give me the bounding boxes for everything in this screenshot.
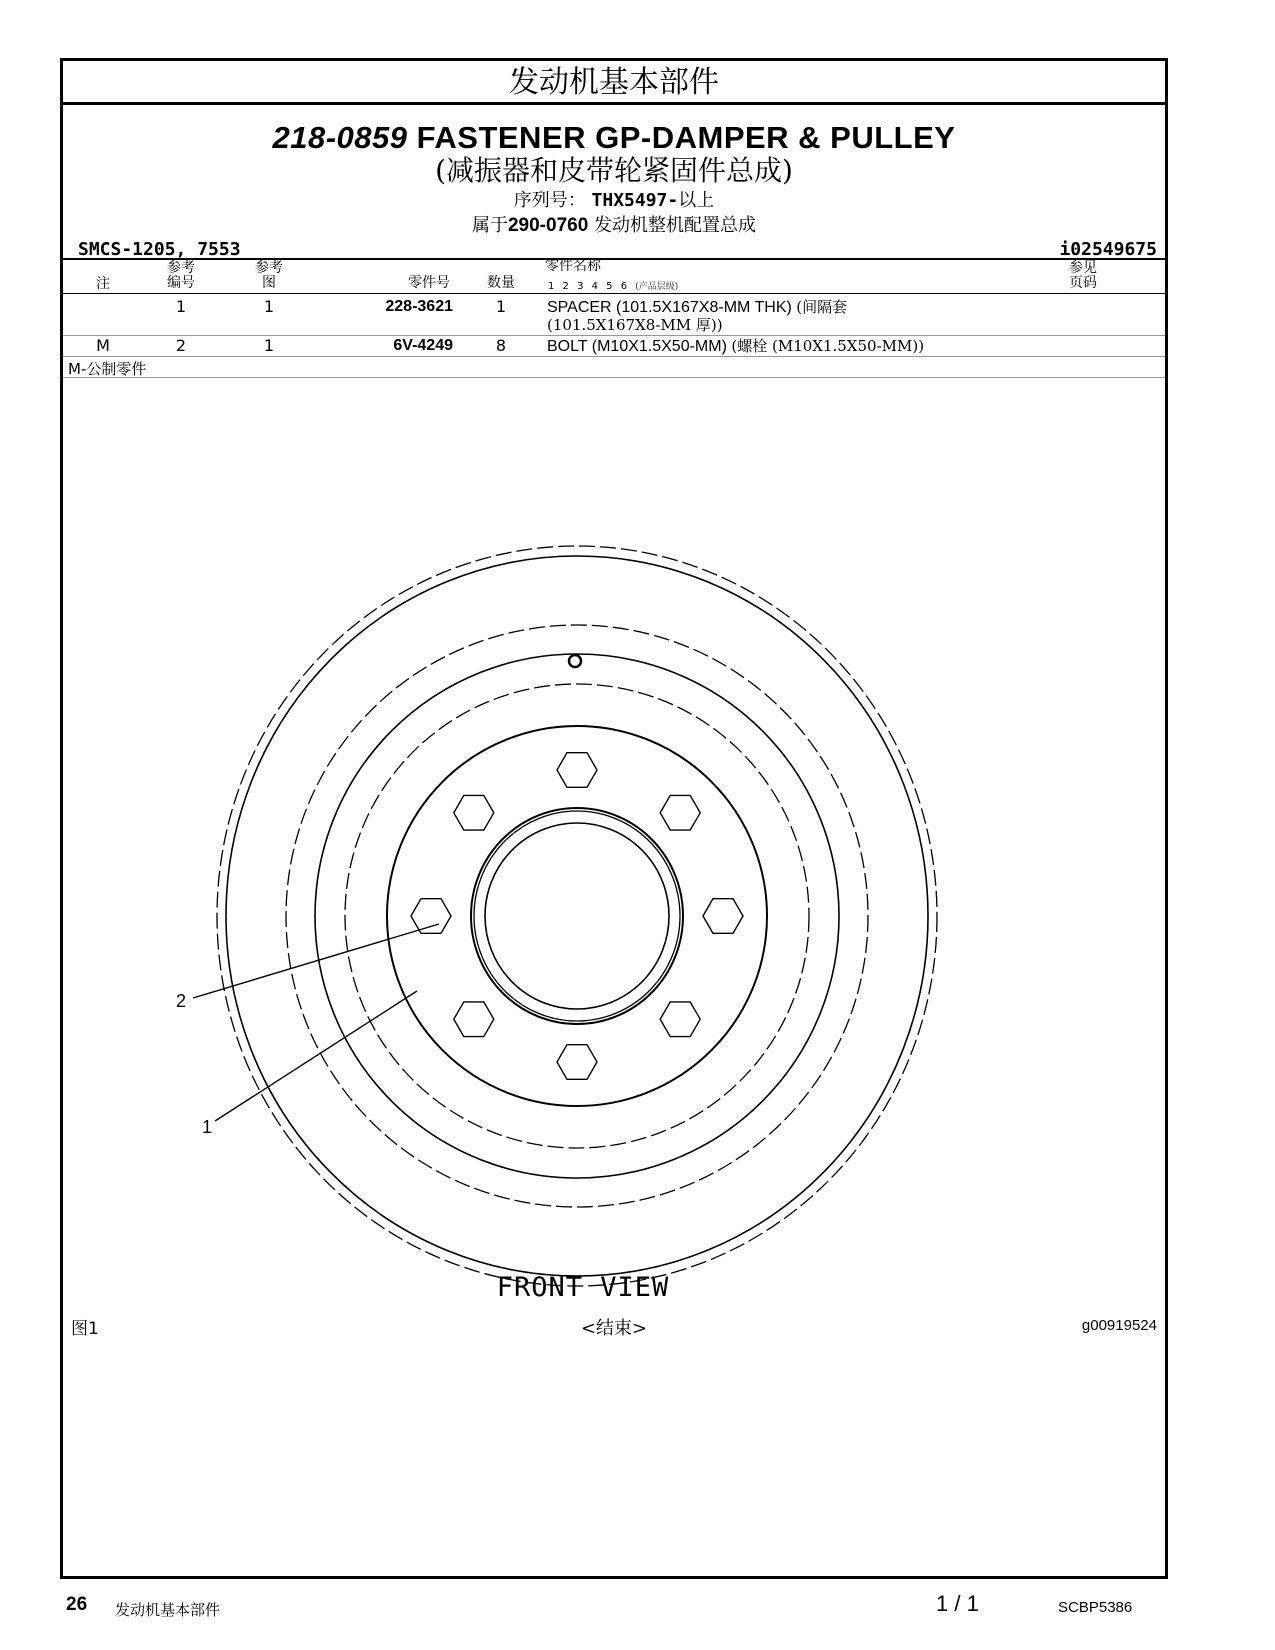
header-levels-numbers: 1 2 3 4 5 6	[548, 281, 628, 292]
page-of: 1 / 1	[936, 1591, 979, 1616]
row-2-qty: 8	[495, 336, 507, 355]
header-qty: 数量	[487, 275, 515, 291]
header-name: 零件名称	[545, 258, 601, 274]
header-ref-fig-1: 参考	[255, 260, 283, 276]
belongs-name: 发动机整机配置总成	[594, 215, 757, 236]
bolt-hexagons	[411, 753, 743, 1080]
row-1-qty: 1	[495, 297, 507, 316]
row-1-desc-en: SPACER (101.5X167X8-MM THK)	[547, 299, 797, 316]
part-number: 218-0859	[272, 120, 408, 155]
row-1-desc-cn-line2: (101.5X167X8-MM 厚))	[547, 316, 723, 334]
outer-solid-ring	[226, 556, 928, 1276]
end-label: <结束>	[580, 1318, 648, 1339]
header-part-no: 零件号	[408, 275, 450, 291]
header-see-page-1: 参见	[1069, 260, 1097, 276]
bolt-hex	[660, 795, 700, 830]
hub-inner-ring	[485, 823, 669, 1009]
graphic-id: g00919524	[1081, 1317, 1157, 1334]
footer-section: 发动机基本部件	[115, 1601, 221, 1619]
row-1-desc-cn: (间隔套	[796, 298, 848, 316]
row-1-ref-no: 1	[175, 297, 187, 316]
header-ref-num-1: 参考	[167, 260, 195, 276]
bolt-hex	[660, 1002, 700, 1037]
illustration-id: i02549675	[1059, 239, 1157, 260]
header-note: 注	[96, 276, 110, 292]
serial-value: THX5497-	[591, 190, 679, 211]
row-2-desc-en: BOLT (M10X1.5X50-MM)	[547, 338, 732, 355]
doc-code: SCBP5386	[1058, 1599, 1133, 1616]
callout-1: 1	[202, 1117, 213, 1137]
bolt-hex	[411, 899, 451, 934]
bolt-hex	[454, 1002, 494, 1037]
hub-outer-ring-2	[474, 811, 680, 1021]
part-name-cn: (减振器和皮带轮紧固件总成)	[435, 154, 793, 187]
view-label: FRONT VIEW	[496, 1272, 670, 1303]
row-1-fig: 1	[263, 297, 275, 316]
page-frame	[60, 58, 1168, 1579]
smcs-code: SMCS-1205, 7553	[78, 239, 241, 260]
page-number: 26	[66, 1594, 88, 1615]
belongs-number: 290-0760	[507, 215, 589, 236]
spacer-ring	[387, 726, 767, 1106]
middle-dashed-ring	[286, 625, 868, 1207]
row-1-part-no: 228-3621	[385, 298, 453, 315]
header-see-page-2: 页码	[1069, 275, 1097, 291]
figure-label: 图1	[71, 1319, 99, 1339]
row-2-fig: 1	[263, 336, 275, 355]
section-title: 发动机基本部件	[63, 61, 1165, 105]
bolt-hex	[703, 899, 743, 934]
middle-solid-ring	[315, 654, 839, 1178]
row-2-desc-cn: (螺栓 (M10X1.5X50-MM))	[731, 337, 925, 355]
bolt-hex	[454, 795, 494, 830]
header-ref-fig-2: 图	[262, 275, 276, 291]
inner-dashed-ring	[345, 684, 809, 1148]
belongs-prefix: 属于	[471, 215, 508, 236]
part-name: FASTENER GP-DAMPER & PULLEY	[416, 120, 956, 155]
row-2-ref-no: 2	[175, 336, 187, 355]
outer-dashed-ring	[217, 546, 937, 1286]
serial-label: 序列号：	[513, 190, 586, 211]
row-2-part-no: 6V-4249	[393, 337, 453, 354]
footnote: M-公制零件	[68, 360, 147, 378]
timing-mark-hole	[569, 655, 581, 667]
callout-2: 2	[176, 991, 187, 1011]
front-view-drawing	[63, 61, 1165, 1576]
hub-outer-ring	[471, 808, 683, 1024]
bolt-hex	[557, 1045, 597, 1080]
row-2-note: M	[96, 336, 110, 355]
serial-suffix: 以上	[678, 190, 715, 211]
header-levels-note: (产品层级)	[635, 282, 679, 292]
header-ref-num-2: 编号	[167, 275, 195, 291]
bolt-hex	[557, 753, 597, 788]
leader-line-1	[215, 991, 417, 1121]
